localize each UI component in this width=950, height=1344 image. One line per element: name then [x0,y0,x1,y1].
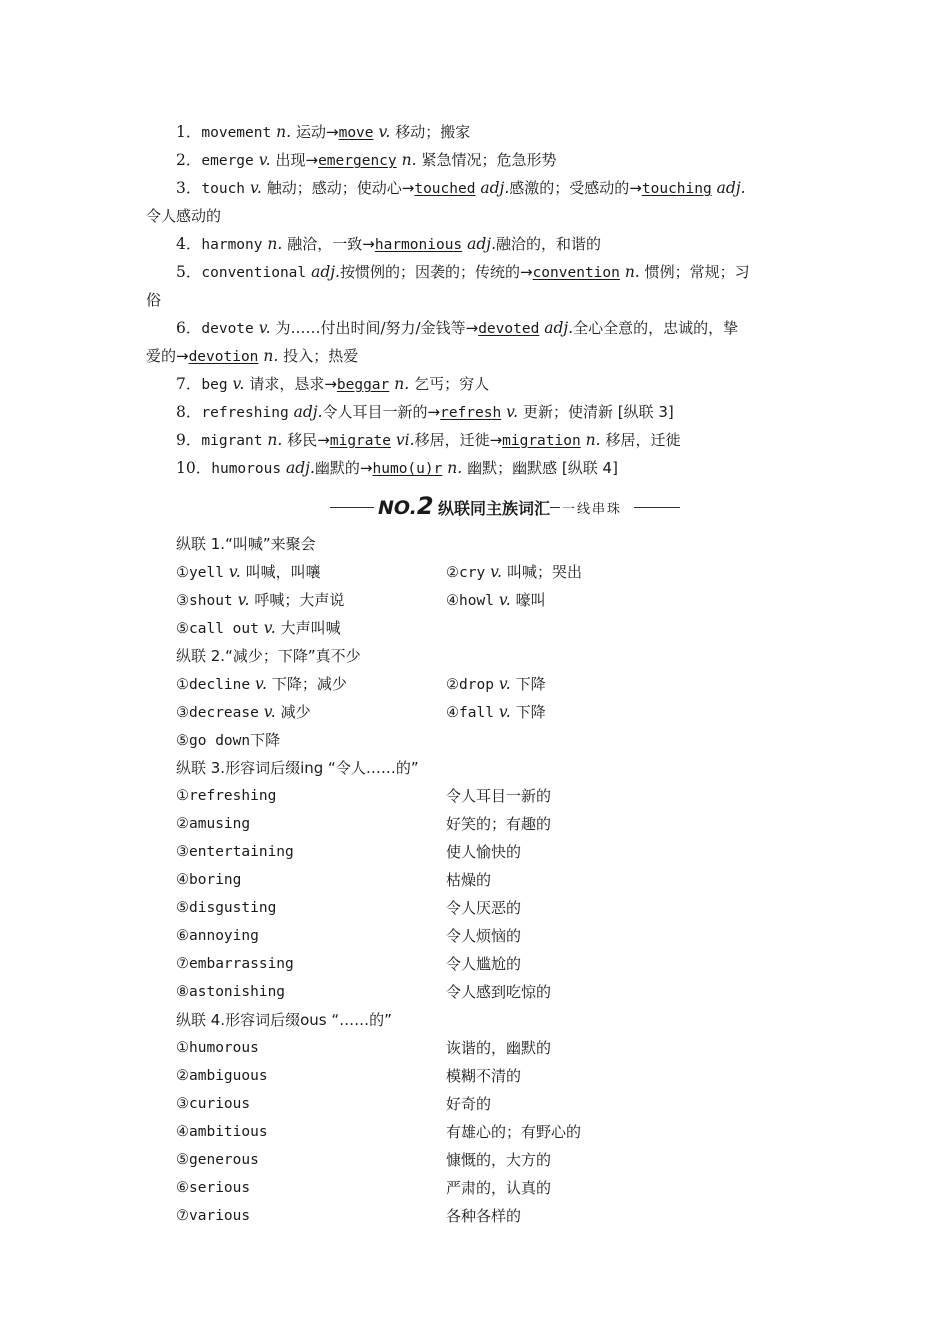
answer-blank: touched [414,181,476,197]
vocab-line-3-cont: 令人感动的 [146,207,222,225]
list-item-word: ①humorous [176,1040,259,1056]
list-item-word: ⑥annoying [176,928,259,944]
group-heading-3: 纵联 3.形容词后缀ing “令人……的” [176,759,419,777]
banner-subtitle: 一线串珠 [562,502,623,517]
list-item-word: ⑦embarrassing [176,956,294,972]
section-banner [330,492,680,522]
vocab-line-6: 6．devote v. 为……付出时间/努力/金钱等→devoted adj.全心全意的，忠诚的，挚 [176,319,739,337]
list-item-meaning: 枯燥的 [446,871,492,889]
list-item-word: ⑤generous [176,1152,259,1168]
vocab-line-1: 1．movement n. 运动→move v. 移动；搬家 [176,123,471,141]
list-item: ④fall v. 下降 [446,703,546,721]
list-item-word: ②amusing [176,816,251,832]
banner-title: 纵联同主族词汇 [438,499,551,518]
list-item-word: ②ambiguous [176,1068,268,1084]
list-item-meaning: 各种各样的 [446,1207,522,1225]
answer-blank: devotion [188,349,259,365]
list-item-meaning: 严肃的，认真的 [446,1179,552,1197]
banner-number: NO.2 [378,492,434,520]
list-item: ⑤call out v. 大声叫喊 [176,619,341,637]
answer-blank: touching [641,181,712,197]
vocab-line-9: 9．migrant n. 移民→migrate vi.移居，迁徙→migration n. 移居，迁徙 [176,431,681,449]
list-item-word: ⑧astonishing [176,984,286,1000]
list-item-word: ⑥serious [176,1180,251,1196]
list-item-word: ③curious [176,1096,251,1112]
answer-blank: devoted [478,321,540,337]
list-item-meaning: 有雄心的；有野心的 [446,1123,582,1141]
vocab-line-7: 7．beg v. 请求，恳求→beggar n. 乞丐；穷人 [176,375,490,393]
list-item-word: ⑦various [176,1208,251,1224]
answer-blank: refresh [440,405,502,421]
list-item: ⑤go down下降 [176,731,281,749]
list-item-word: ①refreshing [176,788,277,804]
banner-rule-right [634,507,680,508]
vocab-line-10: 10．humorous adj.幽默的→humo(u)r n. 幽默；幽默感 [纵联 4] [176,459,618,477]
group-heading-2: 纵联 2.“减少；下降”真不少 [176,647,361,665]
banner-rule-mid [550,507,560,508]
vocab-line-2: 2．emerge v. 出现→emergency n. 紧急情况；危急形势 [176,151,557,169]
list-item-meaning: 诙谐的，幽默的 [446,1039,552,1057]
list-item-meaning: 令人厌恶的 [446,899,522,917]
list-item-meaning: 慷慨的，大方的 [446,1151,552,1169]
list-item: ①yell v. 叫喊，叫嚷 [176,563,321,581]
vocab-line-5: 5．conventional adj.按惯例的；因袭的；传统的→convention n. 惯例；常规；习 [176,263,750,281]
answer-blank: migrate [329,433,391,449]
answer-blank: migration [502,433,581,449]
vocab-line-3: 3．touch v. 触动；感动；使动心→touched adj.感激的；受感动的→touching adj. [176,179,746,197]
vocab-line-4: 4．harmony n. 融洽，一致→harmonious adj.融洽的，和谐的 [176,235,602,253]
list-item-meaning: 好奇的 [446,1095,492,1113]
answer-blank: humo(u)r [372,461,443,477]
answer-blank: harmonious [374,237,463,253]
answer-blank: emergency [318,153,397,169]
list-item-meaning: 模糊不清的 [446,1067,522,1085]
list-item: ③decrease v. 减少 [176,703,311,721]
list-item-word: ③entertaining [176,844,294,860]
group-heading-1: 纵联 1.“叫喊”来聚会 [176,535,316,553]
banner-rule-left [330,507,374,508]
list-item-meaning: 令人耳目一新的 [446,787,552,805]
list-item-meaning: 使人愉快的 [446,843,522,861]
list-item-meaning: 令人烦恼的 [446,927,522,945]
vocab-line-5-cont: 俗 [146,291,162,309]
list-item-word: ⑤disgusting [176,900,277,916]
vocab-line-8: 8．refreshing adj.令人耳目一新的→refresh v. 更新；使清新 [纵联 3] [176,403,674,421]
list-item: ④howl v. 嚎叫 [446,591,546,609]
list-item-word: ④ambitious [176,1124,268,1140]
answer-blank: beggar [336,377,390,393]
group-heading-4: 纵联 4.形容词后缀ous “……的” [176,1011,392,1029]
answer-blank: convention [532,265,620,281]
list-item: ③shout v. 呼喊；大声说 [176,591,345,609]
list-item: ②cry v. 叫喊；哭出 [446,563,582,581]
list-item: ②drop v. 下降 [446,675,546,693]
list-item-meaning: 令人尴尬的 [446,955,522,973]
vocab-line-6-cont: 爱的→devotion n. 投入；热爱 [146,347,359,365]
answer-blank: move [338,125,374,141]
list-item: ①decline v. 下降；减少 [176,675,347,693]
list-item-word: ④boring [176,872,242,888]
list-item-meaning: 好笑的；有趣的 [446,815,552,833]
list-item-meaning: 令人感到吃惊的 [446,983,552,1001]
